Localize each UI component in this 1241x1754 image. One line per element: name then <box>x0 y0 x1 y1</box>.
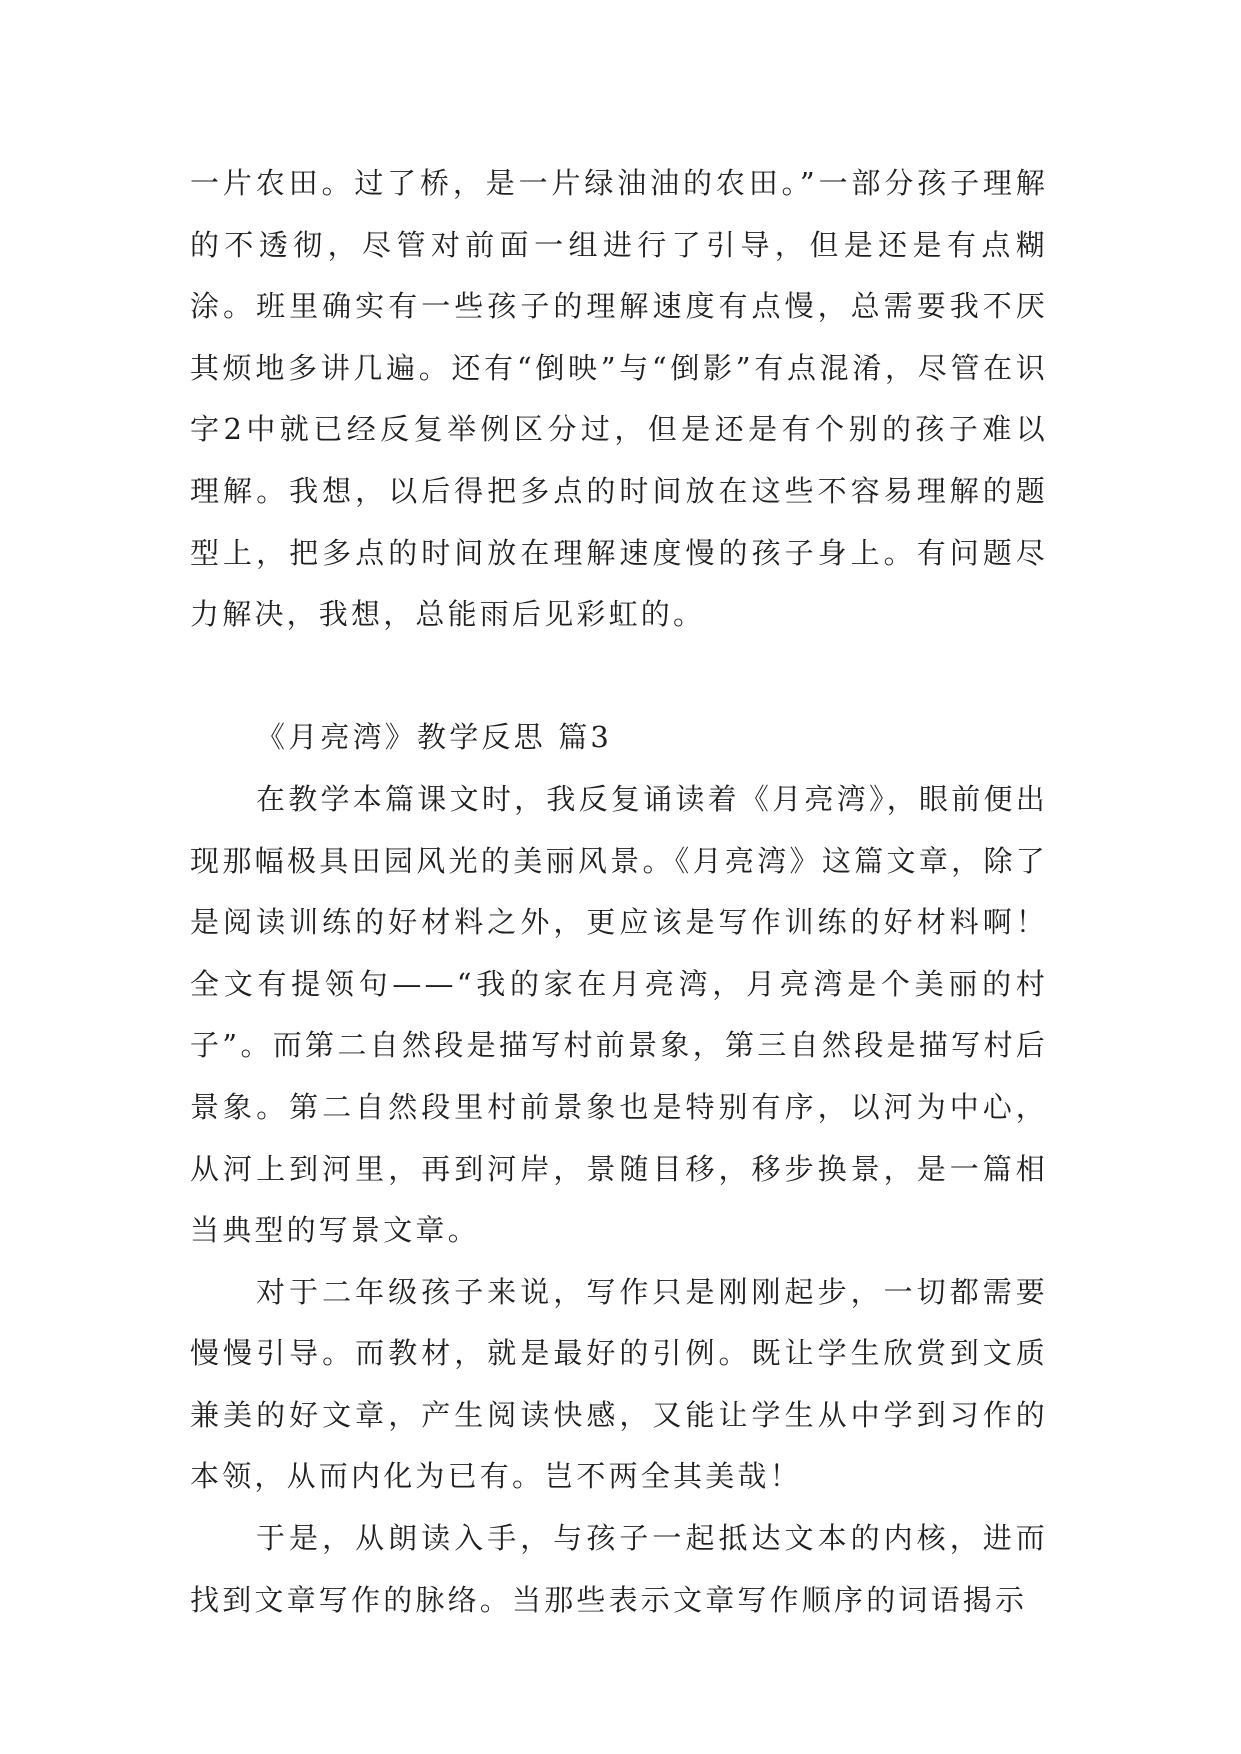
paragraph: 对于二年级孩子来说，写作只是刚刚起步，一切都需要慢慢引导。而教材，就是最好的引例。既让学生欣赏到文质兼美的好文章，产生阅读快感，又能让学生从中学到习作的本领，从而内化为已有。岂不两全其美哉！ <box>190 1274 1048 1494</box>
body-text <box>190 153 1048 1631</box>
paragraph-continuation: 一片农田。过了桥，是一片绿油油的农田。”一部分孩子理解的不透彻，尽管对前面一组进行了引导，但是还是有点糊涂。班里确实有一些孩子的理解速度有点慢，总需要我不厌其烦地多讲几遍。还有“倒映”与“倒影”有点混淆，尽管在识字2中就已经反复举例区分过，但是还是有个别的孩子难以理解。我想，以后得把多点的时间放在这些不容易理解的题型上，把多点的时间放在理解速度慢的孩子身上。有问题尽力解决，我想，总能雨后见彩虹的。 <box>190 166 1048 632</box>
section-heading: 《月亮湾》教学反思 篇3 <box>256 720 613 755</box>
paragraph: 于是，从朗读入手，与孩子一起抵达文本的内核，进而找到文章写作的脉络。当那些表示文章写作顺序的词语揭示 <box>190 1521 1048 1617</box>
paragraph-spacer <box>190 646 1048 708</box>
paragraph: 在教学本篇课文时，我反复诵读着《月亮湾》，眼前便出现那幅极具田园风光的美丽风景。《月亮湾》这篇文章，除了是阅读训练的好材料之外，更应该是写作训练的好材料啊！全文有提领句——“我的家在月亮湾，月亮湾是个美丽的村子”。而第二自然段是描写村前景象，第三自然段是描写村后景象。第二自然段里村前景象也是特别有序，以河为中心，从河上到河里，再到河岸，景随目移，移步换景，是一篇相当典型的写景文章。 <box>190 781 1048 1248</box>
